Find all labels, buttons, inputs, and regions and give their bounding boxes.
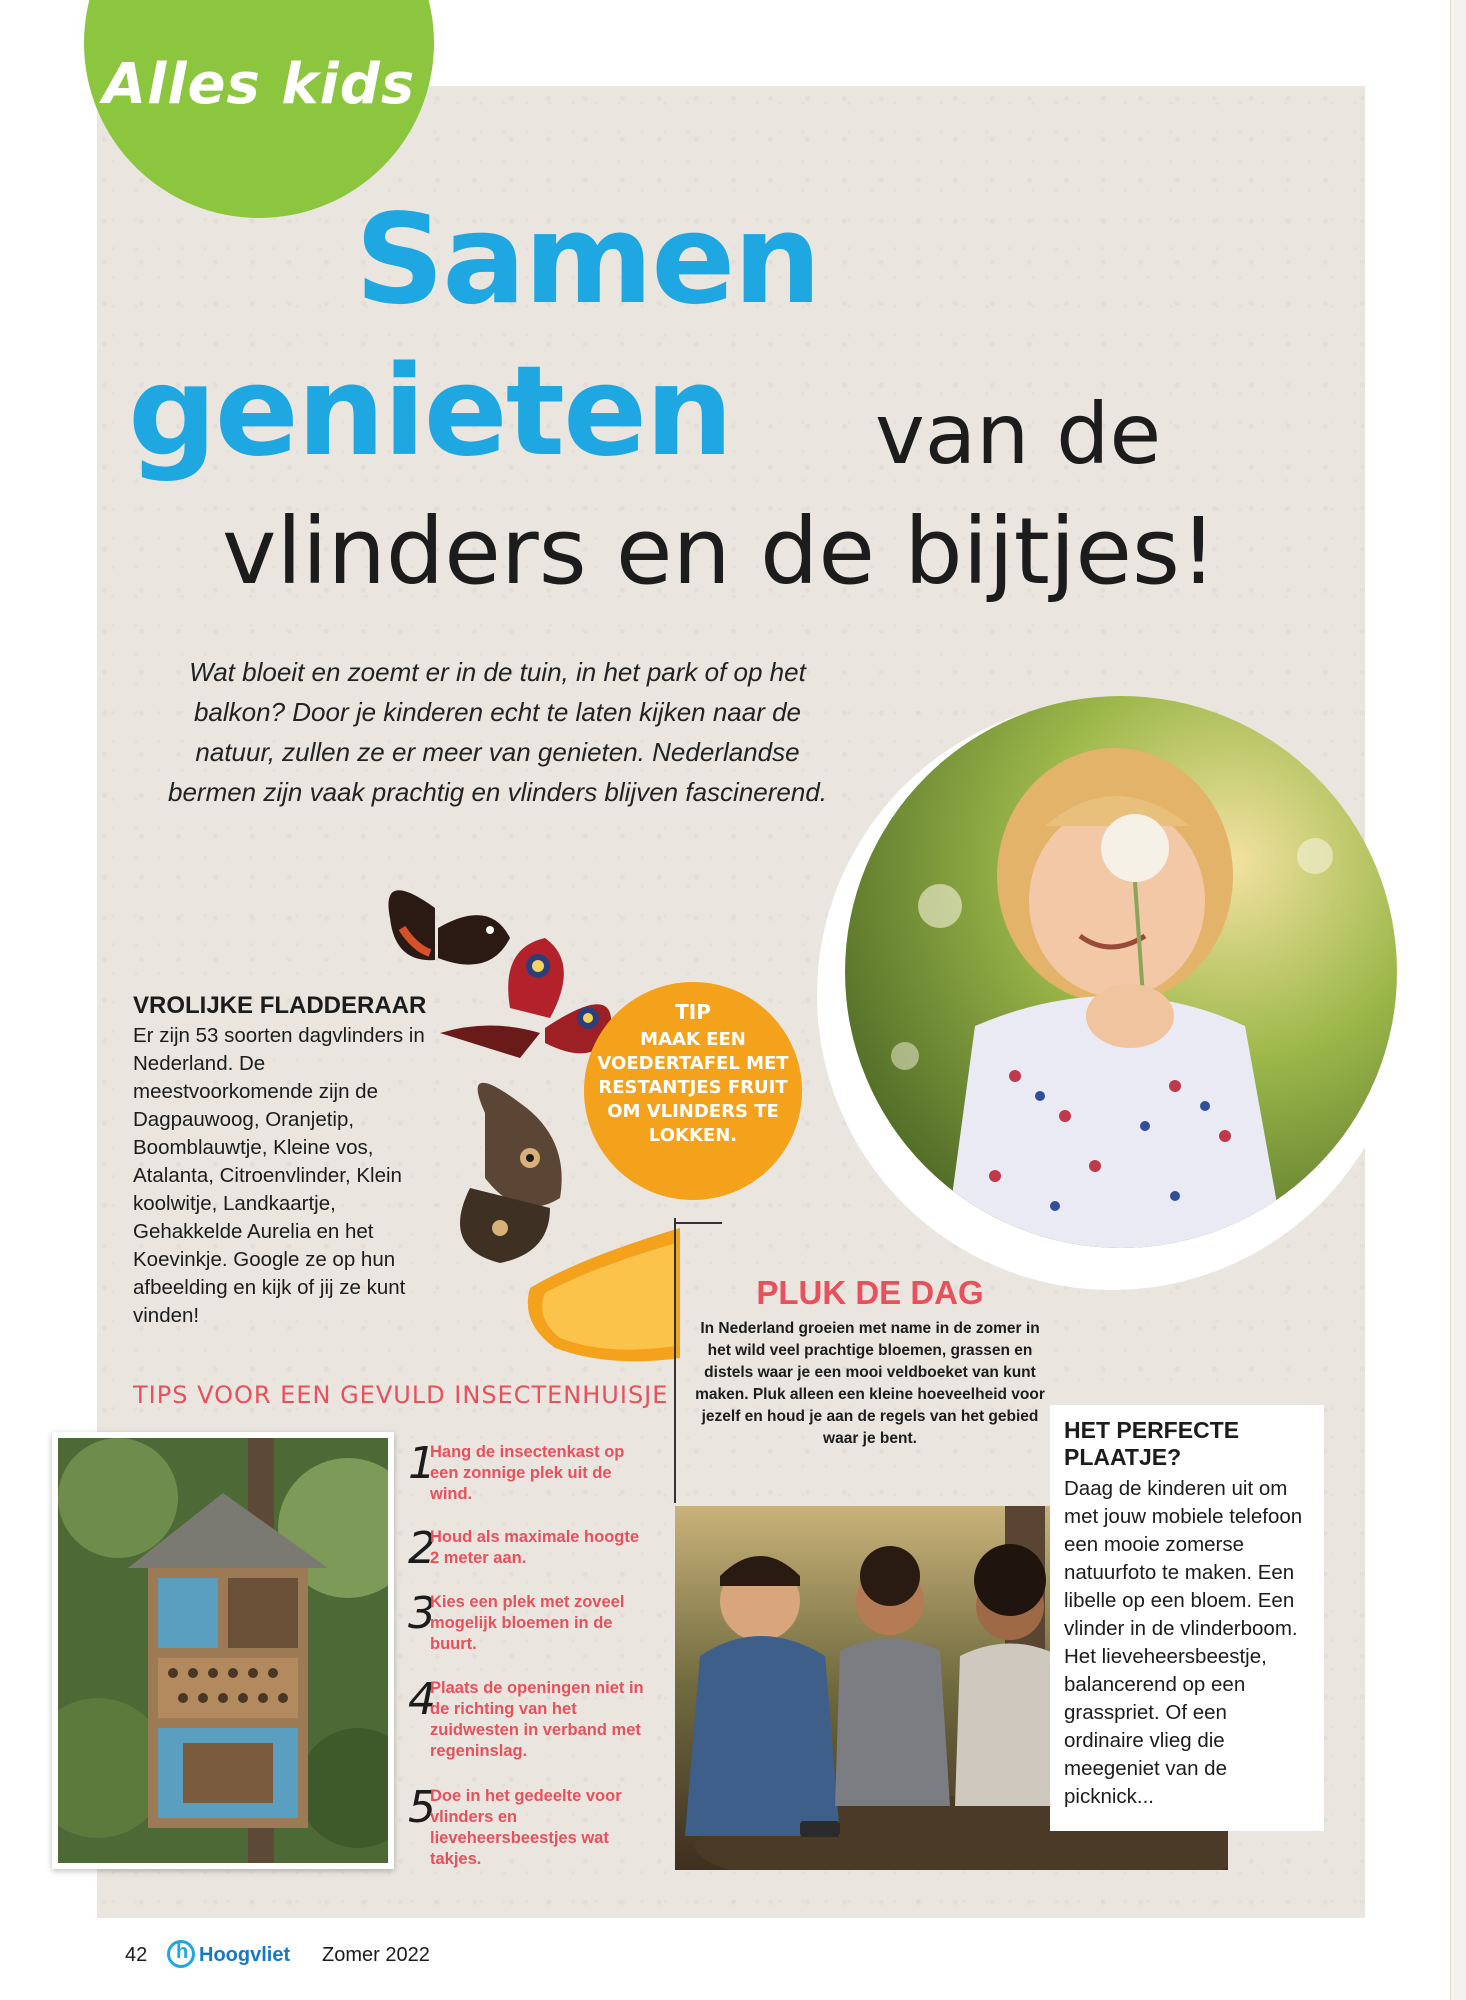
fladderaar-text: Er zijn 53 soorten dagvlinders in Nederland. De meestvoorkomende zijn de Dagpauwoog, Oranjetip, Boomblauwtje, Kleine vos, Atalanta, Citroenvlinder, Klein koolwitje, Landkaartje, Gehakkelde Aurelia en het Koevinkje. Google ze op hun afbeelding en kijk of jij ze kunt vinden! — [133, 1024, 425, 1327]
tip-text: Plaats de openingen niet in de richting van het zuidwesten in verband met regeninslag. — [430, 1679, 644, 1760]
insect-tips-heading: TIPS VOOR EEN GEVULD INSECTENHUISJE — [133, 1381, 669, 1409]
page-number: 42 — [125, 1944, 148, 1966]
brand-name: Hoogvliet — [199, 1944, 291, 1966]
tip-number: 4 — [408, 1674, 436, 1725]
fladderaar-heading: VROLIJKE FLADDERAAR — [133, 992, 427, 1019]
pluk-text: In Nederland groeien met name in de zomer in het wild veel prachtige bloemen, grassen en distels waar je een mooi veldboeket van kunt maken. Pluk alleen een kleine hoeveelheid voor jezelf en houd je aan de regels van het gebied waar je bent. — [695, 1320, 1045, 1447]
girl-dandelion-photo — [845, 696, 1397, 1248]
morpho-butterfly — [460, 1083, 562, 1263]
edition-label: Zomer 2022 — [322, 1944, 430, 1966]
tip-content — [584, 1000, 802, 1148]
tip-text: Houd als maximale hoogte 2 meter aan. — [430, 1528, 640, 1567]
tip-text: Kies een plek met zoveel mogelijk bloemen in de buurt. — [430, 1593, 625, 1653]
insect-tip-2 — [408, 1523, 648, 1573]
tip-number: 5 — [408, 1782, 436, 1833]
orange-half — [528, 1228, 680, 1361]
logo-letter: h — [176, 1941, 189, 1963]
tip-number: 2 — [408, 1523, 436, 1574]
perfect-text: Daag de kinderen uit om met jouw mobiele telefoon een mooie zomerse natuurfoto te maken. Een libelle op een bloem. Een vlinder in de vlinderboom. Het lieveheersbeestje, balancerend op een grasspriet. Of een ordinaire vlieg die meegeniet van de picknick... — [1064, 1477, 1303, 1808]
column-divider-tick — [674, 1222, 722, 1224]
section-badge-label: Alles kids — [102, 52, 416, 117]
title-line-1: Samen — [355, 188, 820, 332]
pluk-heading: PLUK DE DAG — [756, 1274, 984, 1311]
insect-tip-4 — [408, 1674, 648, 1764]
insect-tip-1 — [408, 1438, 648, 1508]
tip-text: Doe in het gedeelte voor vlinders en lieveheersbeestjes wat takjes. — [430, 1787, 622, 1868]
tip-text: MAAK EEN VOEDERTAFEL MET RESTANTJES FRUIT OM VLINDERS TE LOKKEN. — [597, 1029, 789, 1146]
title-line-2: genieten — [128, 340, 732, 484]
tip-number: 3 — [408, 1588, 436, 1639]
tip-label: TIP — [675, 1000, 711, 1024]
column-divider — [674, 1218, 676, 1503]
insect-tip-5 — [408, 1782, 648, 1872]
perfect-picture-box — [1050, 1405, 1324, 1831]
tip-text: Hang de insectenkast op een zonnige plek uit de wind. — [430, 1443, 625, 1503]
perfect-heading: HET PERFECTE PLAATJE? — [1064, 1417, 1240, 1470]
hoogvliet-logo-icon — [167, 1940, 195, 1968]
red-admiral-butterfly — [388, 890, 510, 964]
insect-tip-3 — [408, 1588, 648, 1658]
tip-number: 1 — [408, 1438, 436, 1489]
next-page-edge — [1450, 0, 1466, 2000]
title-line-2-suffix: van de — [875, 385, 1162, 483]
insect-hotel-photo — [52, 1432, 394, 1869]
intro-text: Wat bloeit en zoemt er in de tuin, in het park of op het balkon? Door je kinderen echt te laten kijken naar de natuur, zullen ze er meer van genieten. Nederlandse bermen zijn vaak prachtig en vlinders blijven fascinerend. — [167, 657, 827, 807]
title-line-3: vlinders en de bijtjes! — [222, 498, 1217, 605]
